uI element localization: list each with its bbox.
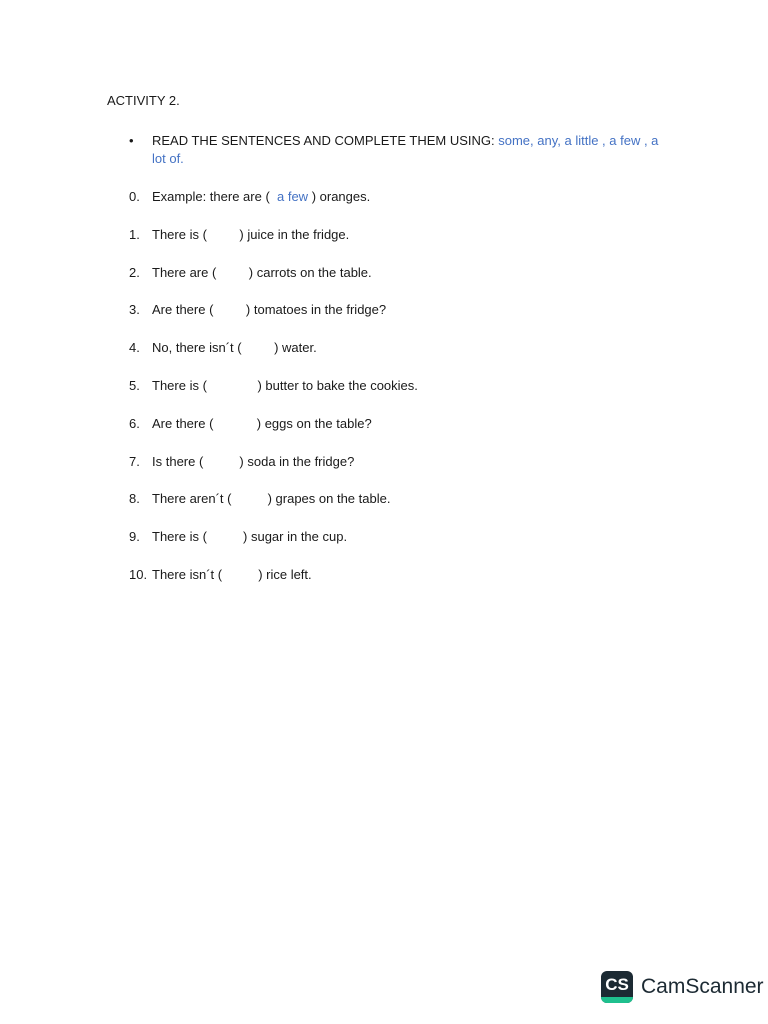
item-text: There is ( ) juice in the fridge. — [152, 226, 350, 242]
list-item — [129, 567, 689, 605]
camscanner-badge-text: CS — [605, 975, 629, 994]
instruction — [129, 132, 669, 168]
example-item — [129, 189, 689, 227]
instruction-prefix: READ THE SENTENCES AND COMPLETE THEM USING: — [152, 133, 499, 148]
list-item — [129, 302, 689, 340]
item-text: There is ( ) butter to bake the cookies. — [152, 377, 418, 393]
item-number: 4. — [129, 340, 140, 356]
camscanner-watermark — [601, 971, 764, 1003]
bullet-marker: • — [129, 133, 134, 148]
exercise-list — [129, 189, 689, 605]
list-item — [129, 227, 689, 265]
list-item — [129, 454, 689, 492]
item-text: Is there ( ) soda in the fridge? — [152, 453, 355, 469]
item-number: 0. — [129, 189, 140, 204]
activity-title: ACTIVITY 2. — [107, 93, 180, 108]
item-text: Are there ( ) eggs on the table? — [152, 415, 372, 431]
camscanner-wordmark: CamScanner — [641, 975, 764, 998]
item-number: 10. — [129, 566, 148, 582]
item-number: 1. — [129, 226, 140, 242]
item-number: 5. — [129, 377, 140, 393]
item-number: 2. — [129, 264, 140, 280]
example-after: ) oranges. — [308, 189, 371, 204]
example-answer: a few — [277, 189, 309, 204]
item-text: There is ( ) sugar in the cup. — [152, 529, 348, 545]
instruction-options: some, any, a little , a few , a lot of. — [152, 133, 659, 166]
example-before: Example: there are ( — [152, 189, 277, 204]
item-text: There aren´t ( ) grapes on the table. — [152, 491, 391, 507]
item-text: There isn´t ( ) rice left. — [152, 566, 312, 582]
item-number: 8. — [129, 491, 140, 507]
list-item — [129, 265, 689, 303]
item-number: 9. — [129, 529, 140, 545]
item-number: 3. — [129, 302, 140, 318]
item-text: No, there isn´t ( ) water. — [152, 340, 317, 356]
list-item — [129, 491, 689, 529]
item-text: There are ( ) carrots on the table. — [152, 264, 372, 280]
list-item — [129, 529, 689, 567]
camscanner-logo-icon — [601, 971, 633, 1003]
list-item — [129, 378, 689, 416]
item-text: Are there ( ) tomatoes in the fridge? — [152, 302, 387, 318]
item-text — [152, 189, 370, 205]
list-item — [129, 340, 689, 378]
item-number: 6. — [129, 415, 140, 431]
item-number: 7. — [129, 453, 140, 469]
instruction-text — [152, 132, 669, 168]
list-item — [129, 416, 689, 454]
